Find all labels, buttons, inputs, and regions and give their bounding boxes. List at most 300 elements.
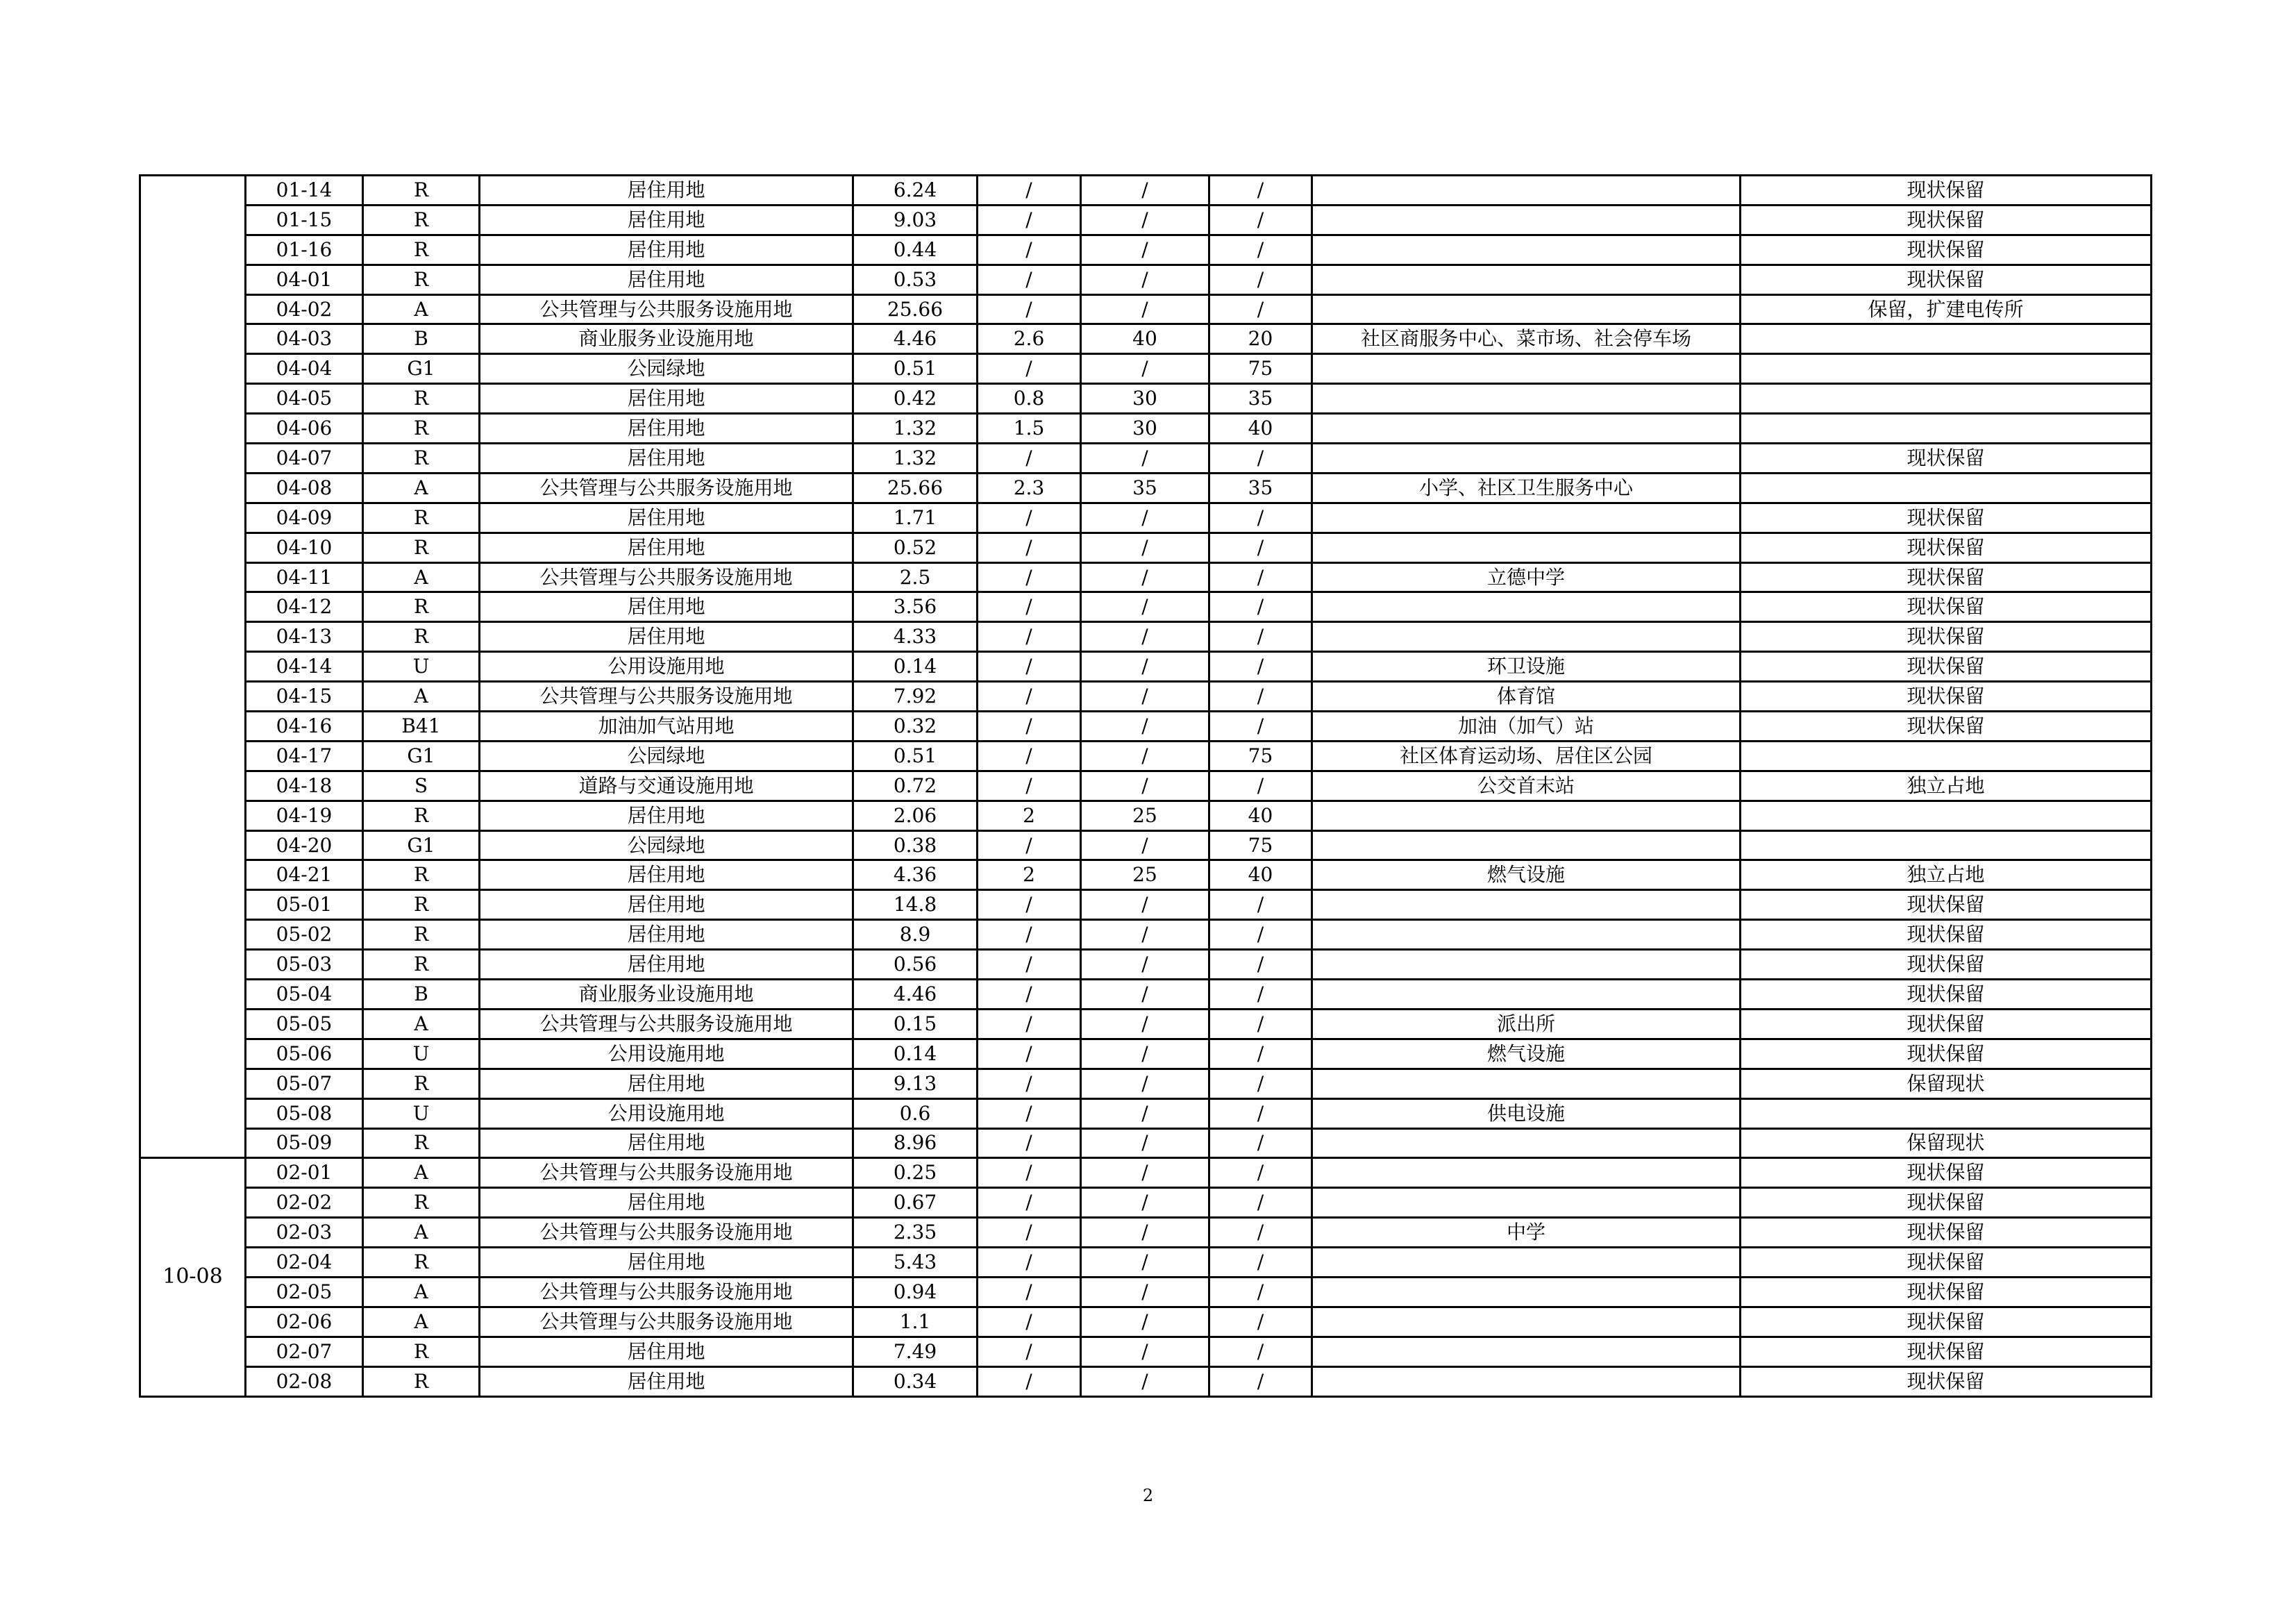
remark-text: 现状保留 (1907, 685, 1985, 708)
land-use-name-text: 加油加气站用地 (598, 714, 735, 737)
land-code-cell (363, 176, 480, 206)
parcel-code-text: 04-15 (276, 685, 333, 708)
land-code-cell (363, 1188, 480, 1218)
height-limit-text: / (1141, 625, 1148, 648)
remark-text: 现状保留 (1907, 1250, 1985, 1273)
area-cell (853, 1039, 978, 1069)
facility-text: 环卫设施 (1486, 655, 1565, 678)
remark-cell (1741, 1337, 2152, 1366)
land-code-cell (363, 444, 480, 474)
area-cell (853, 741, 978, 771)
area-cell (853, 414, 978, 444)
parcel-code-text: 04-08 (276, 476, 333, 499)
land-code-text: R (413, 893, 429, 916)
land-use-name-text: 公园绿地 (627, 357, 705, 380)
parcel-code-text: 02-01 (276, 1161, 333, 1184)
remark-cell (1741, 1277, 2152, 1307)
green-ratio-text: / (1257, 1101, 1264, 1125)
height-limit-text: / (1141, 1071, 1148, 1095)
green-ratio-cell (1209, 622, 1312, 652)
far-cell (978, 294, 1081, 324)
parcel-code-cell (246, 1098, 363, 1128)
area-text: 0.53 (893, 267, 937, 291)
remark-text: 现状保留 (1907, 535, 1985, 559)
far-cell (978, 1188, 1081, 1218)
height-limit-text: / (1141, 1250, 1148, 1273)
green-ratio-cell (1209, 860, 1312, 890)
height-limit-text: / (1141, 1339, 1148, 1363)
area-text: 1.71 (893, 505, 937, 529)
green-ratio-text: / (1257, 297, 1264, 321)
area-text: 25.66 (887, 297, 944, 321)
facility-cell (1312, 176, 1741, 206)
land-code-cell (363, 1248, 480, 1278)
remark-cell (1741, 265, 2152, 294)
remark-text: 保留，扩建电传所 (1868, 297, 2024, 321)
parcel-code-cell (246, 1337, 363, 1366)
facility-cell (1312, 830, 1741, 860)
green-ratio-text: 20 (1248, 327, 1273, 351)
parcel-code-text: 05-09 (276, 1131, 333, 1155)
land-use-name-text: 居住用地 (627, 923, 705, 946)
land-code-cell (363, 414, 480, 444)
parcel-code-cell (246, 980, 363, 1010)
far-text: / (1025, 1012, 1032, 1035)
green-ratio-text: / (1257, 1071, 1264, 1095)
remark-text: 现状保留 (1907, 1280, 1985, 1303)
area-text: 4.33 (893, 625, 937, 648)
parcel-code-text: 01-15 (276, 208, 333, 231)
green-ratio-text: 75 (1248, 833, 1273, 857)
area-cell (853, 235, 978, 265)
remark-cell (1741, 980, 2152, 1010)
table-row (140, 950, 2152, 980)
remark-text: 现状保留 (1907, 714, 1985, 737)
parcel-code-text: 04-06 (276, 417, 333, 440)
parcel-code-cell (246, 1009, 363, 1039)
land-use-name-text: 居住用地 (627, 267, 705, 291)
facility-cell (1312, 1009, 1741, 1039)
remark-cell (1741, 205, 2152, 235)
parcel-code-text: 04-21 (276, 863, 333, 887)
land-code-text: A (414, 685, 428, 708)
table-row (140, 1248, 2152, 1278)
parcel-code-cell (246, 1277, 363, 1307)
land-use-name-cell (480, 1158, 853, 1188)
height-limit-text: / (1141, 685, 1148, 708)
green-ratio-cell (1209, 294, 1312, 324)
area-text: 14.8 (893, 893, 937, 916)
parcel-code-text: 02-07 (276, 1339, 333, 1363)
height-limit-text: / (1141, 923, 1148, 946)
table-row (140, 1337, 2152, 1366)
table-row (140, 622, 2152, 652)
facility-text: 社区体育运动场、居住区公园 (1399, 744, 1652, 767)
remark-text: 现状保留 (1907, 1161, 1985, 1184)
land-use-name-cell (480, 294, 853, 324)
far-cell (978, 801, 1081, 830)
far-text: / (1025, 1250, 1032, 1273)
green-ratio-cell (1209, 830, 1312, 860)
area-text: 0.25 (893, 1161, 937, 1184)
land-code-text: R (413, 595, 429, 619)
green-ratio-text: 75 (1248, 357, 1273, 380)
parcel-code-text: 04-05 (276, 387, 333, 410)
facility-cell (1312, 1098, 1741, 1128)
height-limit-cell (1081, 920, 1209, 950)
facility-cell (1312, 533, 1741, 562)
land-use-name-cell (480, 592, 853, 622)
parcel-code-cell (246, 265, 363, 294)
area-text: 0.6 (899, 1101, 931, 1125)
area-text: 0.32 (893, 714, 937, 737)
remark-text: 现状保留 (1907, 1309, 1985, 1333)
land-code-cell (363, 682, 480, 712)
land-code-text: R (413, 178, 429, 201)
area-cell (853, 205, 978, 235)
land-code-text: A (414, 1161, 428, 1184)
far-cell (978, 1098, 1081, 1128)
height-limit-text: / (1141, 565, 1148, 589)
land-code-text: R (413, 505, 429, 529)
green-ratio-text: / (1257, 1250, 1264, 1273)
facility-cell (1312, 1069, 1741, 1098)
height-limit-text: / (1141, 178, 1148, 201)
facility-cell (1312, 860, 1741, 890)
parcel-code-cell (246, 592, 363, 622)
area-text: 0.44 (893, 237, 937, 261)
remark-text: 现状保留 (1907, 1221, 1985, 1244)
area-cell (853, 890, 978, 920)
height-limit-cell (1081, 1009, 1209, 1039)
land-use-name-cell (480, 860, 853, 890)
land-code-cell (363, 860, 480, 890)
remark-cell (1741, 652, 2152, 682)
remark-text: 现状保留 (1907, 953, 1985, 976)
area-cell (853, 771, 978, 801)
table-row (140, 980, 2152, 1010)
height-limit-cell (1081, 294, 1209, 324)
far-text: / (1025, 178, 1032, 201)
height-limit-text: 35 (1132, 476, 1157, 499)
parcel-code-cell (246, 1188, 363, 1218)
far-text: / (1025, 714, 1032, 737)
parcel-code-cell (246, 1366, 363, 1396)
parcel-code-text: 05-06 (276, 1041, 333, 1065)
table-row (140, 1009, 2152, 1039)
height-limit-text: 25 (1132, 803, 1157, 827)
green-ratio-cell (1209, 1248, 1312, 1278)
parcel-code-cell (246, 682, 363, 712)
far-cell (978, 1218, 1081, 1248)
height-limit-text: / (1141, 982, 1148, 1005)
height-limit-text: / (1141, 297, 1148, 321)
land-code-text: A (414, 1221, 428, 1244)
facility-cell (1312, 652, 1741, 682)
table-row (140, 176, 2152, 206)
height-limit-cell (1081, 1218, 1209, 1248)
parcel-code-text: 05-01 (276, 893, 333, 916)
green-ratio-text: / (1257, 714, 1264, 737)
land-use-name-cell (480, 920, 853, 950)
height-limit-cell (1081, 860, 1209, 890)
table-row (140, 1188, 2152, 1218)
land-use-name-cell (480, 354, 853, 384)
far-cell (978, 890, 1081, 920)
facility-text: 加油（加气）站 (1457, 714, 1594, 737)
facility-cell (1312, 1218, 1741, 1248)
land-use-name-text: 公共管理与公共服务设施用地 (539, 476, 793, 499)
facility-cell (1312, 1248, 1741, 1278)
green-ratio-text: / (1257, 1280, 1264, 1303)
land-use-name-text: 公共管理与公共服务设施用地 (539, 1012, 793, 1035)
remark-text: 保留现状 (1907, 1131, 1985, 1155)
remark-cell (1741, 294, 2152, 324)
zone-cell (140, 176, 246, 1158)
parcel-code-cell (246, 920, 363, 950)
far-cell (978, 503, 1081, 533)
remark-cell (1741, 533, 2152, 562)
far-cell (978, 473, 1081, 503)
remark-cell (1741, 1248, 2152, 1278)
green-ratio-cell (1209, 592, 1312, 622)
parcel-code-text: 04-01 (276, 267, 333, 291)
area-cell (853, 1307, 978, 1337)
area-cell (853, 712, 978, 742)
remark-cell (1741, 1128, 2152, 1158)
table-row (140, 1098, 2152, 1128)
table-row (140, 801, 2152, 830)
land-code-text: R (413, 923, 429, 946)
table-row (140, 235, 2152, 265)
land-use-name-cell (480, 1277, 853, 1307)
area-cell (853, 920, 978, 950)
land-use-name-cell (480, 1307, 853, 1337)
green-ratio-text: / (1257, 1012, 1264, 1035)
height-limit-cell (1081, 265, 1209, 294)
height-limit-cell (1081, 1337, 1209, 1366)
remark-text: 现状保留 (1907, 505, 1985, 529)
table-row (140, 265, 2152, 294)
area-cell (853, 682, 978, 712)
far-cell (978, 205, 1081, 235)
facility-cell (1312, 205, 1741, 235)
land-use-name-cell (480, 652, 853, 682)
land-code-cell (363, 830, 480, 860)
land-use-name-text: 居住用地 (627, 1339, 705, 1363)
green-ratio-cell (1209, 1307, 1312, 1337)
area-cell (853, 1218, 978, 1248)
land-use-name-text: 居住用地 (627, 417, 705, 440)
land-code-cell (363, 771, 480, 801)
land-use-name-cell (480, 414, 853, 444)
land-code-text: R (413, 237, 429, 261)
area-text: 0.15 (893, 1012, 937, 1035)
land-use-name-text: 居住用地 (627, 1369, 705, 1393)
remark-text: 现状保留 (1907, 923, 1985, 946)
green-ratio-cell (1209, 1128, 1312, 1158)
facility-text: 派出所 (1496, 1012, 1555, 1035)
remark-cell (1741, 1366, 2152, 1396)
table-row (140, 682, 2152, 712)
land-code-cell (363, 1307, 480, 1337)
parcel-code-text: 02-06 (276, 1309, 333, 1333)
remark-cell (1741, 622, 2152, 652)
height-limit-text: / (1141, 773, 1148, 797)
land-code-text: R (413, 803, 429, 827)
far-cell (978, 1307, 1081, 1337)
facility-cell (1312, 592, 1741, 622)
parcel-code-text: 05-02 (276, 923, 333, 946)
land-code-cell (363, 950, 480, 980)
parcel-code-cell (246, 1158, 363, 1188)
remark-cell (1741, 801, 2152, 830)
land-code-text: A (414, 1309, 428, 1333)
green-ratio-cell (1209, 1337, 1312, 1366)
height-limit-cell (1081, 414, 1209, 444)
far-text: / (1025, 833, 1032, 857)
area-cell (853, 384, 978, 414)
parcel-code-text: 01-16 (276, 237, 333, 261)
table-row (140, 771, 2152, 801)
far-text: 2.3 (1013, 476, 1045, 499)
area-text: 8.96 (893, 1131, 937, 1155)
table-row (140, 414, 2152, 444)
parcel-code-cell (246, 860, 363, 890)
parcel-code-cell (246, 652, 363, 682)
facility-text: 供电设施 (1486, 1101, 1565, 1125)
parcel-code-cell (246, 503, 363, 533)
green-ratio-cell (1209, 741, 1312, 771)
height-limit-cell (1081, 950, 1209, 980)
area-text: 9.13 (893, 1071, 937, 1095)
parcel-code-text: 04-09 (276, 505, 333, 529)
land-use-name-cell (480, 324, 853, 354)
remark-cell (1741, 562, 2152, 592)
height-limit-cell (1081, 712, 1209, 742)
parcel-code-cell (246, 444, 363, 474)
height-limit-text: / (1141, 267, 1148, 291)
far-cell (978, 235, 1081, 265)
parcel-code-cell (246, 205, 363, 235)
green-ratio-text: / (1257, 1221, 1264, 1244)
remark-text: 现状保留 (1907, 982, 1985, 1005)
land-code-text: R (413, 387, 429, 410)
far-cell (978, 712, 1081, 742)
parcel-code-text: 02-03 (276, 1221, 333, 1244)
parcel-code-text: 04-03 (276, 327, 333, 351)
green-ratio-cell (1209, 682, 1312, 712)
table-row (140, 562, 2152, 592)
land-use-name-text: 商业服务业设施用地 (578, 327, 754, 351)
far-text: / (1025, 237, 1032, 261)
height-limit-cell (1081, 1248, 1209, 1278)
green-ratio-cell (1209, 771, 1312, 801)
area-cell (853, 354, 978, 384)
green-ratio-text: / (1257, 267, 1264, 291)
green-ratio-cell (1209, 414, 1312, 444)
far-text: / (1025, 1131, 1032, 1155)
parcel-code-cell (246, 473, 363, 503)
parcel-code-text: 04-18 (276, 773, 333, 797)
green-ratio-text: / (1257, 953, 1264, 976)
table-row (140, 1218, 2152, 1248)
land-code-cell (363, 1069, 480, 1098)
green-ratio-text: / (1257, 1131, 1264, 1155)
area-text: 5.43 (893, 1250, 937, 1273)
height-limit-text: 25 (1132, 863, 1157, 887)
parcel-code-cell (246, 771, 363, 801)
height-limit-cell (1081, 1128, 1209, 1158)
facility-text: 燃气设施 (1486, 1041, 1565, 1065)
area-text: 2.35 (893, 1221, 937, 1244)
height-limit-text: / (1141, 595, 1148, 619)
parcel-code-cell (246, 1307, 363, 1337)
table-row (140, 473, 2152, 503)
land-use-name-cell (480, 1248, 853, 1278)
area-cell (853, 533, 978, 562)
land-code-cell (363, 294, 480, 324)
far-cell (978, 1248, 1081, 1278)
land-code-cell (363, 1158, 480, 1188)
parcel-code-cell (246, 384, 363, 414)
green-ratio-cell (1209, 1366, 1312, 1396)
height-limit-text: / (1141, 1012, 1148, 1035)
area-text: 7.49 (893, 1339, 937, 1363)
far-text: / (1025, 208, 1032, 231)
height-limit-cell (1081, 176, 1209, 206)
facility-cell (1312, 562, 1741, 592)
area-cell (853, 1188, 978, 1218)
area-cell (853, 562, 978, 592)
remark-text: 现状保留 (1907, 446, 1985, 469)
far-text: / (1025, 655, 1032, 678)
height-limit-text: / (1141, 953, 1148, 976)
land-use-name-cell (480, 1009, 853, 1039)
height-limit-cell (1081, 1188, 1209, 1218)
area-text: 9.03 (893, 208, 937, 231)
land-use-name-cell (480, 533, 853, 562)
land-use-name-cell (480, 176, 853, 206)
table-row (140, 920, 2152, 950)
area-cell (853, 444, 978, 474)
green-ratio-text: / (1257, 1191, 1264, 1214)
green-ratio-cell (1209, 1158, 1312, 1188)
table-row (140, 444, 2152, 474)
far-text: / (1025, 1071, 1032, 1095)
height-limit-text: / (1141, 1221, 1148, 1244)
area-text: 1.32 (893, 417, 937, 440)
remark-text: 现状保留 (1907, 1012, 1985, 1035)
green-ratio-text: / (1257, 685, 1264, 708)
facility-cell (1312, 622, 1741, 652)
height-limit-text: / (1141, 357, 1148, 380)
land-use-name-cell (480, 473, 853, 503)
far-cell (978, 1009, 1081, 1039)
land-use-name-text: 居住用地 (627, 1191, 705, 1214)
facility-cell (1312, 1039, 1741, 1069)
land-use-name-text: 道路与交通设施用地 (578, 773, 754, 797)
remark-cell (1741, 920, 2152, 950)
table-row (140, 712, 2152, 742)
land-use-name-text: 公用设施用地 (607, 655, 725, 678)
table-row (140, 830, 2152, 860)
land-code-text: R (413, 417, 429, 440)
remark-cell (1741, 1188, 2152, 1218)
far-text: 2.6 (1013, 327, 1045, 351)
green-ratio-cell (1209, 354, 1312, 384)
facility-text: 社区商服务中心、菜市场、社会停车场 (1360, 327, 1691, 351)
